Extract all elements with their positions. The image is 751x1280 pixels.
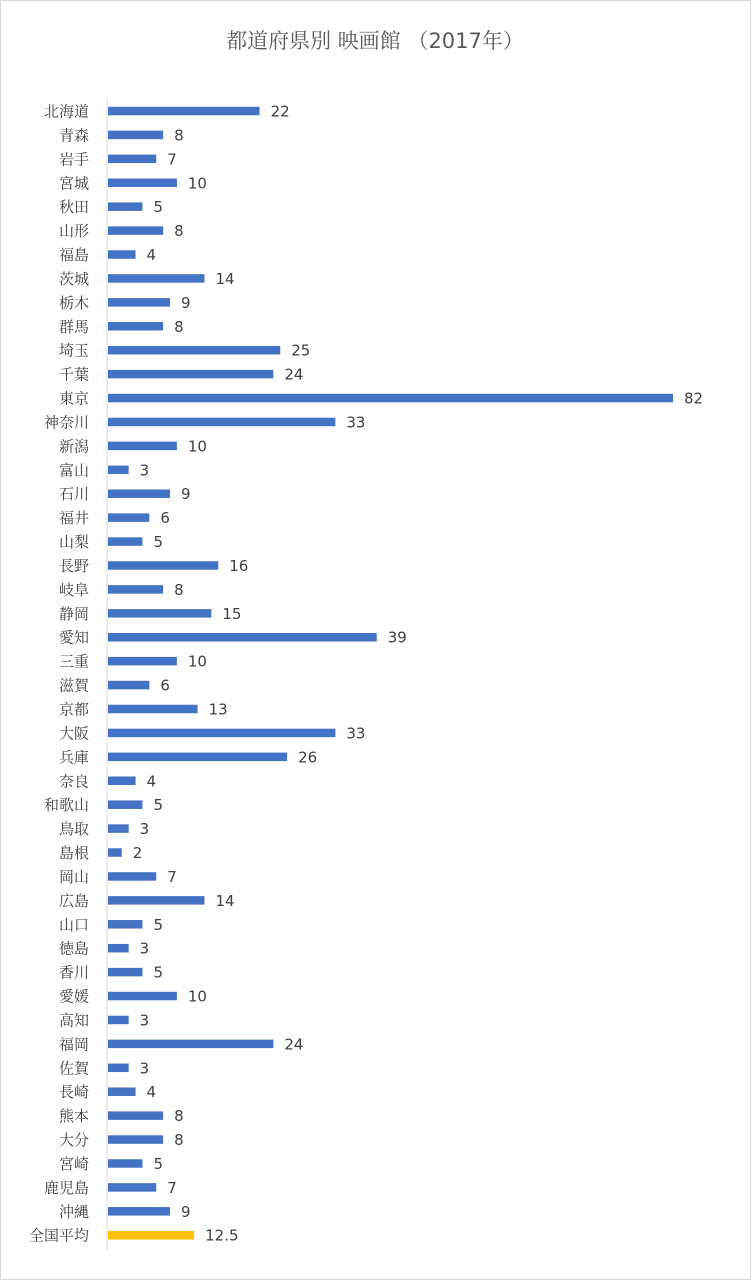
value-label: 10 [187,987,207,1006]
category-label: 埼玉 [58,341,89,360]
bar [108,800,142,809]
value-label: 26 [298,748,318,767]
bar [108,872,156,881]
category-label: 静岡 [58,604,89,623]
value-label: 4 [146,1083,157,1102]
value-label: 6 [160,509,170,528]
category-label: 福島 [58,246,89,265]
category-label: 石川 [58,485,89,504]
category-label: 岐阜 [58,580,89,599]
bar [108,107,260,116]
category-label: 山梨 [58,533,89,552]
bar [108,537,142,546]
bar [108,370,273,379]
category-label: 群馬 [58,317,89,336]
value-label: 5 [153,1154,163,1173]
category-label: 長崎 [58,1083,89,1102]
value-label: 4 [146,772,157,791]
bar [108,777,136,786]
category-label: 岡山 [58,867,89,886]
category-label: 山形 [58,222,89,241]
value-label: 82 [684,389,704,408]
bar [108,729,335,738]
bar [108,992,177,1001]
bar [108,1183,156,1192]
value-label: 14 [215,269,235,288]
bar [108,633,377,642]
bar [108,1016,129,1024]
bar [108,681,149,690]
bar [108,418,335,427]
bar [108,466,129,475]
bar [108,513,149,522]
bar [108,920,142,929]
category-label: 山口 [58,915,89,934]
bar [108,824,129,833]
category-label: 青森 [58,126,89,145]
category-label: 長野 [58,556,89,575]
category-label: 北海道 [43,102,89,121]
bar [108,753,287,762]
category-label: 愛媛 [58,987,89,1006]
value-label: 2 [132,844,143,863]
bar [108,346,280,355]
chart-title: 都道府県別 映画館 （2017年） [226,29,524,53]
value-label: 3 [139,1059,150,1078]
value-label: 8 [174,1107,184,1126]
bar [108,298,170,307]
bar [108,848,122,857]
value-label: 8 [174,222,184,241]
category-label: 滋賀 [58,676,89,695]
value-label: 10 [187,652,207,671]
bar [108,394,673,403]
bar [108,202,142,211]
bar [108,968,142,977]
category-label: 兵庫 [58,748,89,767]
value-label: 9 [181,293,191,312]
value-label: 22 [270,102,290,121]
category-label: 愛知 [58,628,89,647]
category-label: 高知 [58,1011,89,1030]
category-label: 三重 [58,652,89,671]
bar [108,274,204,283]
value-label: 5 [153,915,163,934]
bar [108,179,177,188]
value-label: 7 [167,867,177,886]
category-label: 徳島 [58,939,89,958]
bar [108,585,163,594]
value-label: 13 [208,700,228,719]
value-label: 6 [160,676,170,695]
value-label: 25 [291,341,311,360]
value-label: 24 [284,1035,304,1054]
category-label: 神奈川 [43,413,89,432]
category-label: 栃木 [58,293,89,312]
value-label: 5 [153,796,163,815]
value-label: 5 [153,198,163,217]
value-label: 9 [181,485,191,504]
value-label: 8 [174,317,184,336]
bar [108,226,163,235]
bar [108,657,177,666]
category-label: 福井 [58,509,89,528]
category-label: 宮城 [58,174,89,193]
value-label: 33 [346,724,366,743]
category-label: 島根 [58,844,89,863]
bar [108,609,211,618]
value-label: 24 [284,365,304,384]
category-label: 鹿児島 [43,1178,89,1197]
category-label: 千葉 [58,365,89,384]
value-label: 7 [167,150,177,169]
value-label: 4 [146,246,157,265]
category-label: 大分 [58,1131,89,1150]
bar [108,561,218,570]
value-label: 8 [174,580,184,599]
bar [108,944,129,953]
value-label: 3 [139,939,150,958]
value-label: 9 [181,1202,191,1221]
value-label: 33 [346,413,366,432]
value-label: 39 [387,628,407,647]
category-label: 佐賀 [58,1059,89,1078]
category-label: 岩手 [58,150,89,169]
bar [108,322,163,331]
category-label: 富山 [58,461,89,480]
value-label: 3 [139,820,150,839]
category-label: 鳥取 [58,820,89,839]
bar [108,705,198,714]
category-label: 奈良 [58,772,89,791]
category-label: 新潟 [58,437,89,456]
bar [108,896,204,905]
value-label: 3 [139,461,150,480]
bar [108,442,177,451]
value-label: 10 [187,437,207,456]
category-label: 宮崎 [58,1154,89,1173]
category-label: 京都 [58,700,89,719]
category-label: 熊本 [58,1107,89,1126]
value-label: 5 [153,963,163,982]
value-label: 12.5 [205,1226,239,1245]
value-label: 14 [215,891,235,910]
bar [108,1207,170,1216]
category-label: 和歌山 [43,796,89,815]
value-label: 8 [174,126,184,145]
category-label: 秋田 [58,198,89,217]
bar [108,131,163,140]
category-label: 香川 [58,963,89,982]
bar [108,1159,142,1168]
category-label: 東京 [58,389,89,408]
bars-group [29,103,703,1245]
value-label: 3 [139,1011,150,1030]
value-label: 5 [153,533,163,552]
average-bar [108,1231,194,1240]
category-label: 福岡 [58,1035,89,1054]
value-label: 15 [222,604,242,623]
bar [108,1087,136,1096]
bar [108,1111,163,1120]
bar [108,1040,273,1049]
bar [108,1135,163,1144]
category-label: 沖縄 [58,1202,89,1221]
value-label: 7 [167,1178,177,1197]
value-label: 8 [174,1131,184,1150]
bar [108,1064,129,1073]
value-label: 10 [187,174,207,193]
bar [108,489,170,498]
bar [108,155,156,164]
category-label: 大阪 [58,724,89,743]
category-label: 全国平均 [28,1226,89,1245]
category-label: 茨城 [58,269,89,288]
category-label: 広島 [58,891,89,910]
value-label: 16 [229,556,249,575]
bar [108,250,136,259]
